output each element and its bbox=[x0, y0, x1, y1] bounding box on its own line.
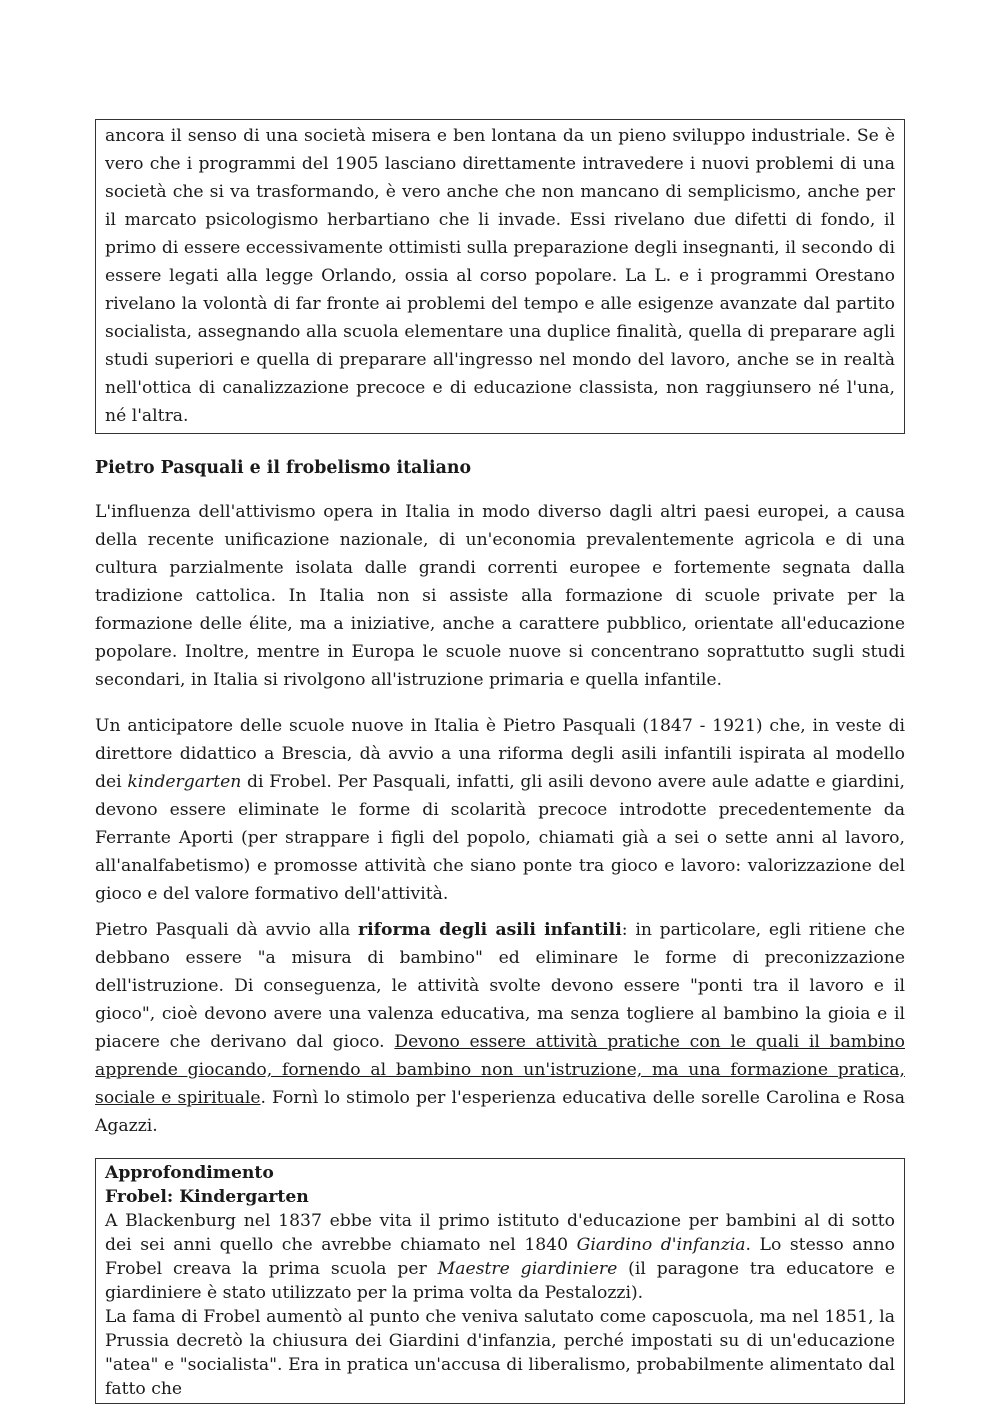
italic-term: kindergarten bbox=[127, 772, 242, 792]
box-paragraph bbox=[105, 1209, 895, 1305]
text-span: . Fornì lo stimolo per l'esperienza educativa delle sorelle Carolina e Rosa Agazzi. bbox=[95, 1088, 905, 1136]
box-title: Approfondimento bbox=[105, 1163, 274, 1183]
document-page bbox=[95, 119, 905, 1404]
bold-term: riforma degli asili infantili bbox=[358, 920, 622, 940]
framed-text-box bbox=[95, 119, 905, 434]
text-span: A Blackenburg nel 1837 ebbe vita il primo istituto d'educazione per bambini al di sotto dei sei anni quello che avrebbe chiamato nel 1840 bbox=[105, 1211, 895, 1255]
paragraph-riforma bbox=[95, 916, 905, 1140]
underlined-text: Devono essere attività pratiche con le quali il bambino apprende giocando, fornendo al bambino non un'istruzione, ma una formazione pratica, sociale e spirituale bbox=[95, 1032, 905, 1108]
section-heading: Pietro Pasquali e il frobelismo italiano bbox=[95, 458, 472, 478]
text-span: : in particolare, egli ritiene che debbano essere "a misura di bambino" ed eliminare le forme di preconizzazione dell'istruzione. Di conseguenza, le attività svolte devono essere "ponti tra il lavoro e il gioco", cioè devono avere una valenza educativa, ma senza togliere al bambino la gioia e il piacere che derivano dal gioco. bbox=[95, 920, 905, 1052]
box-paragraph: La fama di Frobel aumentò al punto che veniva salutato come caposcuola, ma nel 1851, la Prussia decretò la chiusura dei Giardini d'infanzia, perché impostati su di un'educazione "atea" e "socialista". Era in pratica un'accusa di liberalismo, probabilmente alimentato dal fatto che bbox=[105, 1307, 895, 1399]
text-span: . Lo stesso anno Frobel creava la prima scuola per bbox=[105, 1235, 895, 1279]
italic-term: Maestre giardiniere bbox=[437, 1259, 618, 1279]
approfondimento-box bbox=[95, 1158, 905, 1404]
text-span: (il paragone tra educatore e giardiniere è stato utilizzato per la prima volta da Pestalozzi). bbox=[105, 1259, 895, 1303]
box-paragraph: ancora il senso di una società misera e ben lontana da un pieno sviluppo industriale. Se è vero che i programmi del 1905 lasciano direttamente intravedere i nuovi problemi di una società che si va trasformando, è vero anche che non mancano di semplicismo, anche per il marcato psicologismo herbartiano che li invade. Essi rivelano due difetti di fondo, il primo di essere eccessivamente ottimisti sulla preparazione degli insegnanti, il secondo di essere legati alla legge Orlando, ossia al corso popolare. La L. e i programmi Orestano rivelano la volontà di far fronte ai problemi del tempo e alle esigenze avanzate dal partito socialista, assegnando alla scuola elementare una duplice finalità, quella di preparare agli studi superiori e quella di preparare all'ingresso nel mondo del lavoro, anche se in realtà nell'ottica di canalizzazione precoce e di educazione classista, non raggiunsero né l'una, né l'altra. bbox=[105, 126, 895, 426]
paragraph-influenza: L'influenza dell'attivismo opera in Italia in modo diverso dagli altri paesi europei, a causa della recente unificazione nazionale, di un'economia prevalentemente agricola e di una cultura parzialmente isolata dalle grandi correnti europee e fortemente segnata dalla tradizione cattolica. In Italia non si assiste alla formazione di scuole private per la formazione delle élite, ma a iniziative, anche a carattere pubblico, orientate all'educazione popolare. Inoltre, mentre in Europa le scuole nuove si concentrano soprattutto sugli studi secondari, in Italia si rivolgono all'istruzione primaria e quella infantile. bbox=[95, 502, 905, 690]
text-span: Un anticipatore delle scuole nuove in Italia è Pietro Pasquali (1847 - 1921) che, in veste di direttore didattico a Brescia, dà avvio a una riforma degli asili infantili ispirata al modello dei bbox=[95, 716, 905, 792]
text-span: di Frobel. Per Pasquali, infatti, gli asili devono avere aule adatte e giardini, devono essere eliminate le forme di scolarità precoce introdotte precedentemente da Ferrante Aporti (per strappare i figli del popolo, chiamati già a sei o sette anni al lavoro, all'analfabetismo) e promosse attività che siano ponte tra gioco e lavoro: valorizzazione del gioco e del valore formativo dell'attività. bbox=[95, 772, 905, 904]
paragraph-pasquali bbox=[95, 712, 905, 908]
box-subtitle: Frobel: Kindergarten bbox=[105, 1187, 309, 1207]
italic-term: Giardino d'infanzia bbox=[576, 1235, 746, 1255]
text-span: Pietro Pasquali dà avvio alla bbox=[95, 920, 359, 940]
